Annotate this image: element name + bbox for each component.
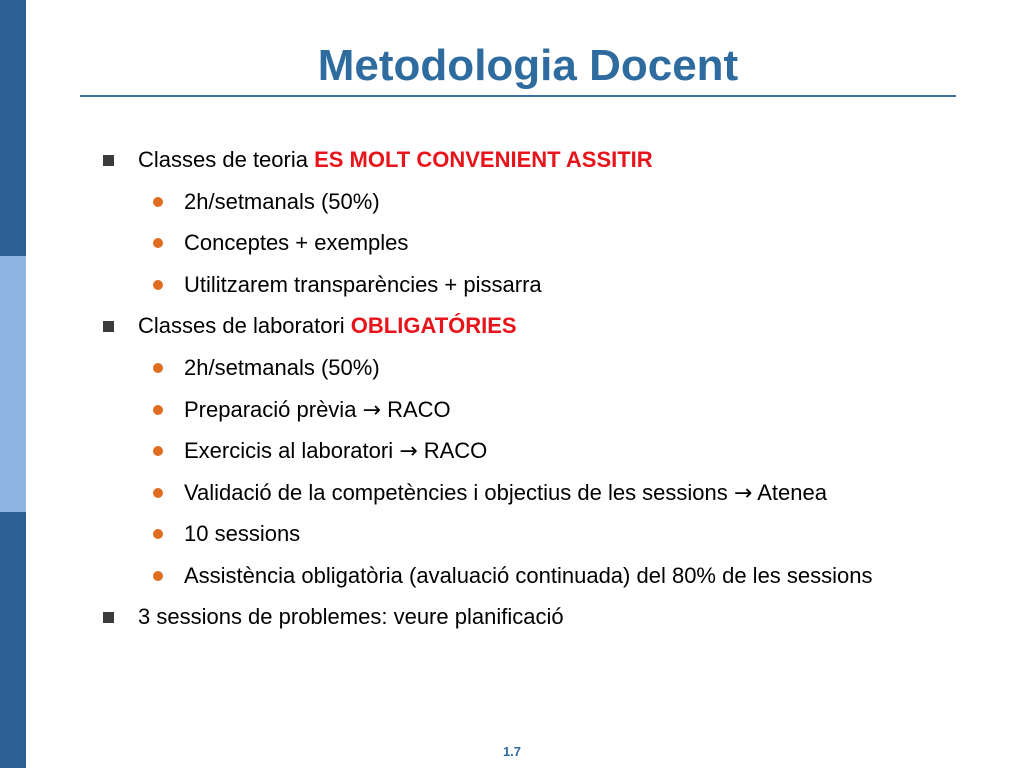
round-bullet-icon [153, 446, 163, 456]
bullet-lab [138, 311, 517, 341]
round-bullet-icon [153, 238, 163, 248]
bullet-problems: 3 sessions de problemes: veure planificació [138, 604, 564, 629]
round-bullet-icon [153, 571, 163, 581]
sub-bullet-item: 2h/setmanals (50%) [184, 189, 380, 214]
sub-bullet-item: 2h/setmanals (50%) [184, 355, 380, 380]
sub-bullet-item: Assistència obligatòria (avaluació continuada) del 80% de les sessions [184, 563, 873, 588]
sub-bullet-item: 10 sessions [184, 521, 301, 546]
bullet-lab-highlight: OBLIGATÓRIES [350, 313, 517, 338]
round-bullet-icon [153, 280, 163, 290]
arrow-right-icon: → [733, 481, 753, 506]
round-bullet-icon [153, 488, 163, 498]
sub-bullet-text: Atenea [752, 480, 827, 505]
sub-bullet-text: Preparació prèvia [184, 397, 363, 422]
sub-bullet-text: Validació de la competències i objectius de les sessions [184, 480, 734, 505]
sub-bullet-text: RACO [380, 397, 451, 422]
round-bullet-icon [153, 197, 163, 207]
bullet-theory-highlight: ES MOLT CONVENIENT ASSITIR [314, 147, 653, 172]
square-bullet-icon [103, 612, 114, 623]
square-bullet-icon [103, 155, 114, 166]
sub-bullet-item: Utilitzarem transparències + pissarra [184, 272, 542, 297]
sub-bullet-text: Exercicis al laboratori [184, 438, 400, 463]
bullet-theory [138, 145, 653, 175]
round-bullet-icon [153, 529, 163, 539]
sub-bullet-text: RACO [417, 438, 488, 463]
arrow-right-icon: → [399, 439, 418, 464]
sub-bullet-item [184, 436, 487, 467]
slide-title: Metodologia Docent [317, 41, 739, 90]
bullet-theory-label: Classes de teoria [138, 147, 315, 172]
square-bullet-icon [103, 321, 114, 332]
page-number: 1.7 [502, 744, 522, 759]
sub-bullet-item [184, 478, 827, 509]
round-bullet-icon [153, 363, 163, 373]
round-bullet-icon [153, 405, 163, 415]
arrow-right-icon: → [362, 398, 381, 423]
sub-bullet-item [184, 395, 451, 426]
bullet-lab-label: Classes de laboratori [138, 313, 351, 338]
sub-bullet-item: Conceptes + exemples [184, 230, 409, 255]
